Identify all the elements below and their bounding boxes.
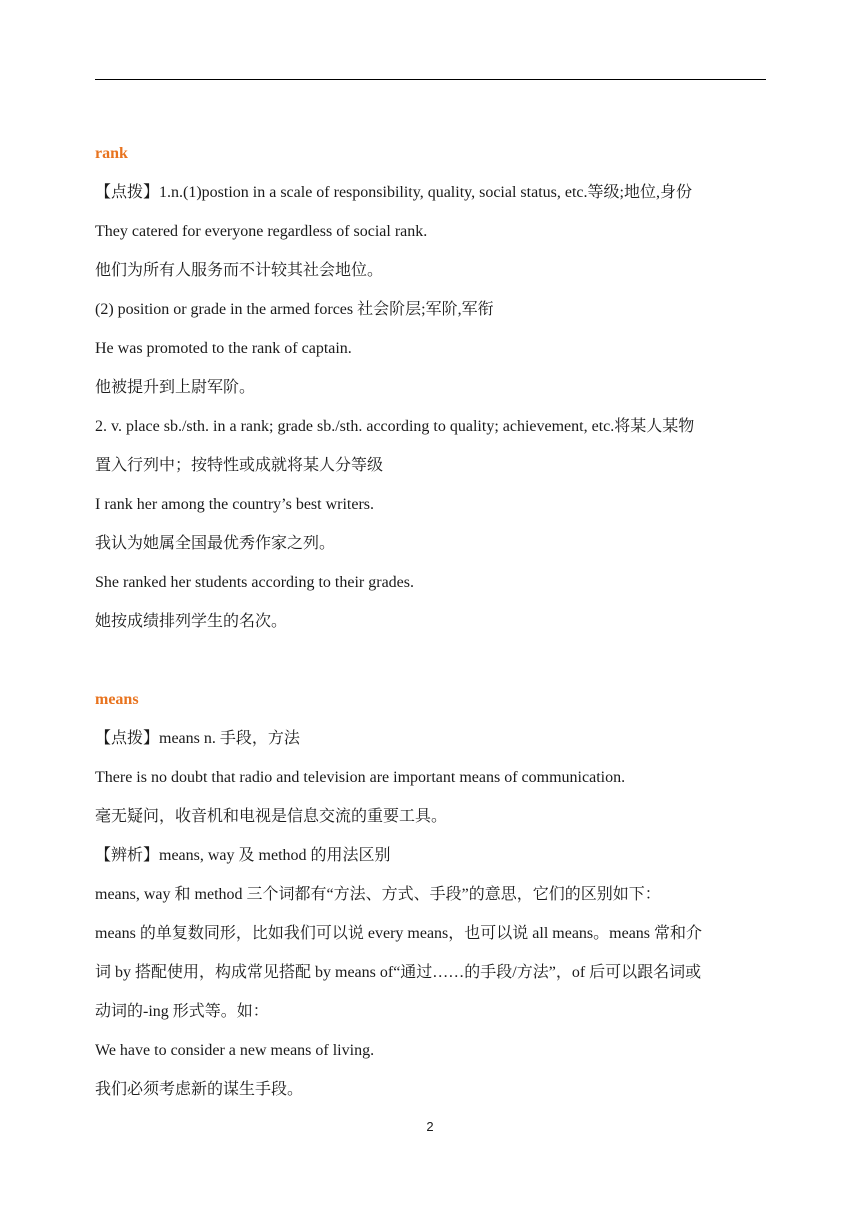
rank-line-2: They catered for everyone regardless of social rank.	[95, 223, 428, 240]
means-line-10: 我们必须考虑新的谋生手段。	[95, 1081, 304, 1098]
means-line-3: 毫无疑问，收音机和电视是信息交流的重要工具。	[95, 808, 448, 825]
means-heading: means	[95, 691, 139, 708]
header-rule	[95, 79, 766, 80]
means-line-6: means 的单复数同形，比如我们可以说 every means，也可以说 all means。means 常和介	[95, 925, 703, 942]
means-line-8: 动词的-ing 形式等。如：	[95, 1003, 269, 1020]
rank-line-1: 【点拨】1.n.(1)postion in a scale of responsibility, quality, social status, etc.等级;地位,身份	[95, 184, 692, 201]
rank-line-6: 他被提升到上尉军阶。	[95, 379, 256, 396]
rank-line-4: (2) position or grade in the armed forces 社会阶层;军阶,军衔	[95, 301, 494, 318]
means-line-4: 【辨析】means, way 及 method 的用法区别	[95, 847, 391, 864]
rank-heading: rank	[95, 145, 128, 162]
means-line-2: There is no doubt that radio and television are important means of communication.	[95, 769, 626, 786]
rank-line-8: 置入行列中；按特性或成就将某人分等级	[95, 457, 384, 474]
rank-line-7: 2. v. place sb./sth. in a rank; grade sb./sth. according to quality; achievement, etc.将某人某物	[95, 418, 695, 435]
means-line-7: 词 by 搭配使用，构成常见搭配 by means of“通过……的手段/方法”，of 后可以跟名词或	[95, 964, 702, 981]
means-line-1: 【点拨】means n. 手段，方法	[95, 730, 300, 747]
means-line-5: means, way 和 method 三个词都有“方法、方式、手段”的意思，它们的区别如下：	[95, 886, 661, 903]
means-line-9: We have to consider a new means of living.	[95, 1042, 375, 1059]
rank-line-5: He was promoted to the rank of captain.	[95, 340, 352, 357]
rank-line-12: 她按成绩排列学生的名次。	[95, 613, 288, 630]
rank-line-3: 他们为所有人服务而不计较其社会地位。	[95, 262, 384, 279]
page-number: 2	[426, 1119, 434, 1134]
rank-line-11: She ranked her students according to their grades.	[95, 574, 415, 591]
rank-line-10: 我认为她属全国最优秀作家之列。	[95, 535, 336, 552]
rank-line-9: I rank her among the country’s best writers.	[95, 496, 375, 513]
